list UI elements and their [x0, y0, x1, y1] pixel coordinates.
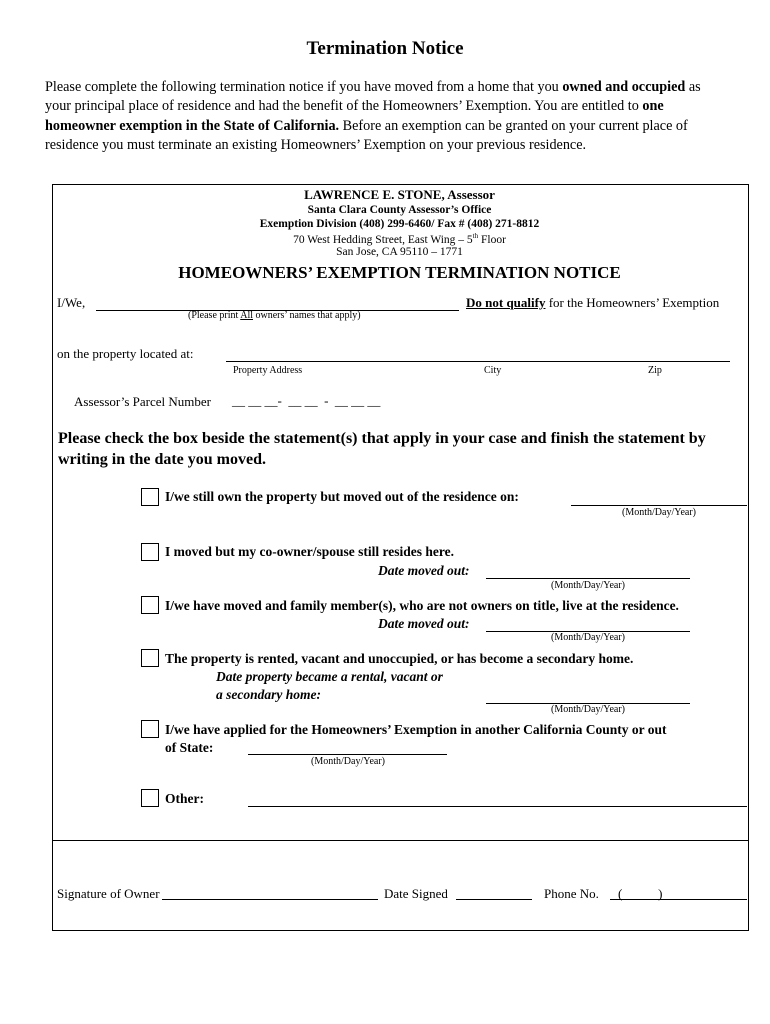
- intro-text-1: Please complete the following termination notice if you have moved from a home that you: [45, 79, 563, 95]
- coowner-date-field[interactable]: [486, 578, 690, 579]
- intro-bold-1: owned and occupied: [562, 79, 686, 95]
- parcel-number-field[interactable]: __ __ __- __ __ - __ __ __: [232, 393, 381, 408]
- owners-hint-post: owners’ names that apply): [253, 310, 361, 321]
- coowner-date-label: Date moved out:: [378, 563, 470, 578]
- owners-hint: [188, 310, 361, 321]
- other-county-date-hint: (Month/Day/Year): [311, 756, 385, 767]
- other-county-date-field[interactable]: [248, 754, 447, 755]
- signature-owner-field[interactable]: [162, 899, 378, 900]
- rented-statement: The property is rented, vacant and unoccupied, or has become a secondary home.: [165, 651, 634, 666]
- property-zip-label: Zip: [648, 365, 662, 376]
- still-own-date-field[interactable]: [571, 505, 747, 506]
- address-street: 70 West Hedding Street, East Wing – 5: [293, 233, 473, 246]
- still-own-checkbox[interactable]: [141, 488, 159, 506]
- signature-divider: [52, 840, 748, 841]
- other-label: Other:: [165, 791, 204, 806]
- phone-label: Phone No.: [544, 886, 599, 901]
- owners-label: I/We,: [57, 295, 86, 310]
- office-city: San Jose, CA 95110 – 1771: [336, 246, 463, 258]
- assessor-name: LAWRENCE E. STONE, Assessor: [304, 187, 495, 202]
- not-qualify-bold: Do not qualify: [466, 295, 546, 310]
- coowner-date-hint: (Month/Day/Year): [551, 580, 625, 591]
- property-address-label: Property Address: [233, 365, 303, 376]
- property-address-field[interactable]: [226, 361, 730, 362]
- coowner-statement: I moved but my co-owner/spouse still resides here.: [165, 544, 454, 559]
- address-floor: Floor: [478, 233, 506, 246]
- not-qualify-text: [466, 295, 719, 311]
- other-county-statement-2: of State:: [165, 740, 214, 755]
- phone-mask: ( ): [618, 886, 663, 901]
- family-date-label: Date moved out:: [378, 616, 470, 631]
- property-label: on the property located at:: [57, 346, 194, 361]
- other-county-statement: I/we have applied for the Homeowners’ Exemption in another California County or out: [165, 722, 667, 737]
- parcel-label: Assessor’s Parcel Number: [74, 394, 211, 409]
- address-sup: th: [472, 232, 479, 240]
- coowner-checkbox[interactable]: [141, 543, 159, 561]
- other-text-field[interactable]: [248, 806, 747, 807]
- other-checkbox[interactable]: [141, 789, 159, 807]
- still-own-statement: I/we still own the property but moved out of the residence on:: [165, 489, 519, 504]
- signature-owner-label: Signature of Owner: [57, 886, 160, 901]
- still-own-date-hint: (Month/Day/Year): [622, 507, 696, 518]
- owners-hint-pre: (Please print: [188, 310, 241, 321]
- assessor-office: Santa Clara County Assessor’s Office: [307, 204, 492, 216]
- page-title: Termination Notice: [306, 38, 464, 59]
- rented-date-hint: (Month/Day/Year): [551, 704, 625, 715]
- form-title: HOMEOWNERS’ EXEMPTION TERMINATION NOTICE: [178, 263, 621, 282]
- intro-text-3: Before an exemption can be granted on your current place of residence you must terminate an existing Homeowners’ Exemption on your previous residence.: [45, 117, 688, 153]
- date-signed-field[interactable]: [456, 899, 532, 900]
- rented-date-label-2: a secondary home:: [216, 687, 321, 702]
- office-address: [52, 232, 747, 246]
- intro-bold-2: one homeowner exemption in the State of California.: [45, 98, 664, 134]
- date-signed-label: Date Signed: [384, 886, 448, 901]
- rented-date-label-1: Date property became a rental, vacant or: [216, 669, 443, 684]
- for-exemption-text: for the Homeowners’ Exemption: [545, 295, 720, 310]
- rented-checkbox[interactable]: [141, 649, 159, 667]
- family-checkbox[interactable]: [141, 596, 159, 614]
- exemption-division: Exemption Division (408) 299-6460/ Fax # (408) 271-8812: [259, 218, 540, 230]
- owners-hint-all: All: [240, 310, 253, 321]
- family-statement: I/we have moved and family member(s), who are not owners on title, live at the residence.: [165, 598, 679, 613]
- intro-paragraph: [45, 78, 725, 155]
- other-county-checkbox[interactable]: [141, 720, 159, 738]
- intro-text-2: as your principal place of residence and had the benefit of the Homeowners’ Exemption. You are entitled to: [45, 79, 701, 115]
- family-date-hint: (Month/Day/Year): [551, 632, 625, 643]
- property-city-label: City: [484, 365, 502, 376]
- check-instructions: Please check the box beside the statement(s) that apply in your case and finish the statement by writing in the date you moved.: [58, 430, 706, 468]
